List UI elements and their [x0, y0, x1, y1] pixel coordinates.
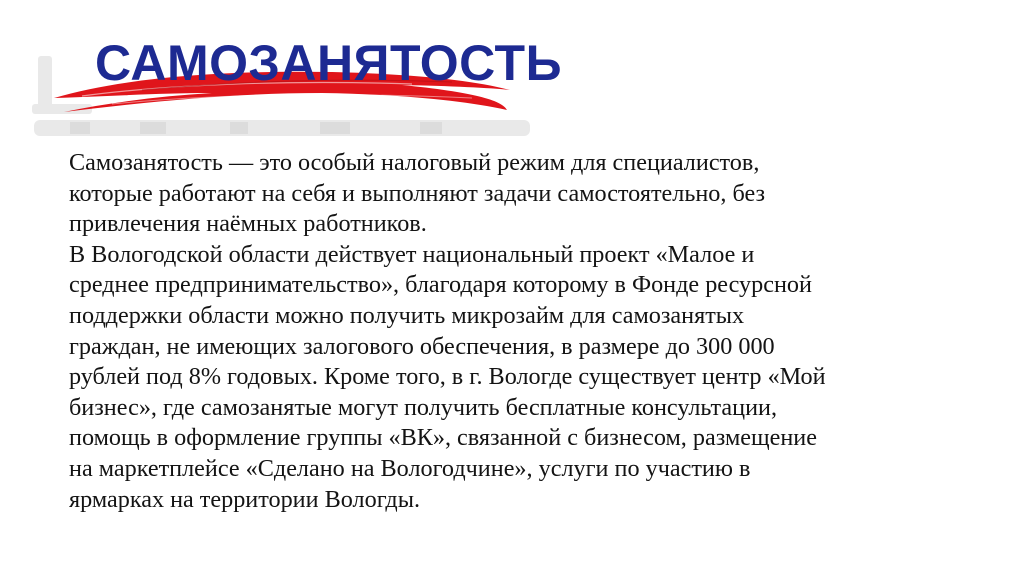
body-text-line: которые работают на себя и выполняют задачи самостоятельно, без — [69, 179, 766, 207]
body-text — [69, 148, 889, 515]
body-text-line: рублей под 8% годовых. Кроме того, в г. Вологде существует центр «Мой — [69, 363, 826, 391]
body-text-line: поддержки области можно получить микрозайм для самозанятых — [69, 301, 745, 329]
body-text-line: Самозанятость — это особый налоговый режим для специалистов, — [69, 149, 760, 176]
body-text-line: на маркетплейсе «Сделано на Вологодчине», услуги по участию в — [69, 454, 751, 482]
body-text-line: помощь в оформление группы «ВК», связанной с бизнесом, размещение — [69, 424, 817, 452]
body-text-line: граждан, не имеющих залогового обеспечения, в размере до 300 000 — [69, 332, 775, 360]
body-text-line: привлечения наёмных работников. — [69, 210, 427, 238]
body-text-line: ярмарках на территории Вологды. — [69, 485, 421, 513]
slide-title: САМОЗАНЯТОСТЬ — [95, 35, 563, 91]
body-text-line: бизнес», где самозанятые могут получить бесплатные консультации, — [69, 393, 778, 421]
body-text-line: среднее предпринимательство», благодаря которому в Фонде ресурсной — [69, 271, 812, 299]
body-text-line: В Вологодской области действует национальный проект «Малое и — [69, 240, 755, 268]
